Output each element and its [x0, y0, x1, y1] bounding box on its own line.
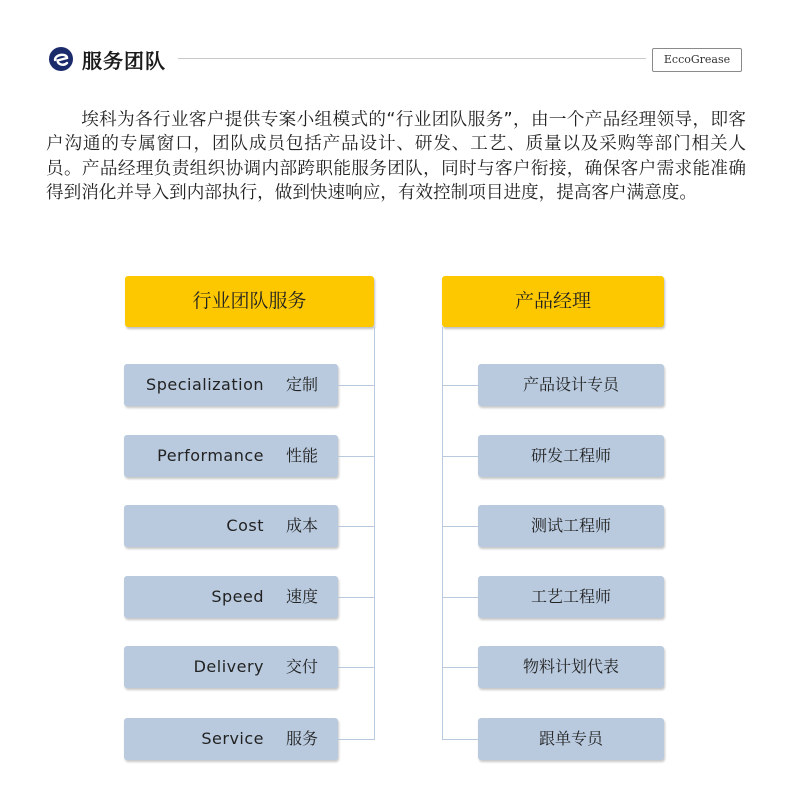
- right-connector: [442, 739, 478, 740]
- product-manager-header: 产品经理: [442, 276, 664, 327]
- service-item-zh: 定制: [285, 375, 318, 394]
- service-item-zh: 服务: [285, 729, 318, 748]
- left-connector: [338, 526, 374, 527]
- left-connector-vertical: [374, 327, 375, 740]
- service-item-zh: 成本: [285, 516, 318, 535]
- right-connector-vertical: [442, 327, 443, 740]
- right-connector: [442, 385, 478, 386]
- left-connector: [338, 385, 374, 386]
- team-member-item: 工艺工程师: [478, 576, 664, 618]
- industry-team-service-header: 行业团队服务: [125, 276, 374, 327]
- left-connector: [338, 739, 374, 740]
- service-item-speed: [124, 576, 338, 618]
- right-connector: [442, 526, 478, 527]
- left-connector: [338, 667, 374, 668]
- team-member-item: 研发工程师: [478, 435, 664, 477]
- right-connector: [442, 456, 478, 457]
- service-item-en: Service: [201, 729, 264, 748]
- service-item-cost: [124, 505, 338, 547]
- brand-badge: EccoGrease: [652, 48, 742, 72]
- right-connector: [442, 597, 478, 598]
- team-member-item: 跟单专员: [478, 718, 664, 760]
- service-item-delivery: [124, 646, 338, 688]
- service-item-specialization: [124, 364, 338, 406]
- service-item-performance: [124, 435, 338, 477]
- service-item-en: Speed: [211, 587, 264, 606]
- team-member-item: 物料计划代表: [478, 646, 664, 688]
- intro-paragraph: 埃科为各行业客户提供专案小组模式的“行业团队服务”，由一个产品经理领导，即客户沟通的专属窗口，团队成员包括产品设计、研发、工艺、质量以及采购等部门相关人员。产品经理负责组织协调内部跨职能服务团队，同时与客户衔接，确保客户需求能准确得到消化并导入到内部执行，做到快速响应，有效控制项目进度，提高客户满意度。: [46, 110, 746, 204]
- service-item-en: Specialization: [146, 375, 264, 394]
- left-connector: [338, 456, 374, 457]
- page-title: 服务团队: [82, 49, 166, 73]
- service-item-zh: 性能: [285, 446, 318, 465]
- service-item-zh: 交付: [285, 657, 318, 676]
- service-item-en: Performance: [157, 446, 264, 465]
- service-item-service: [124, 718, 338, 760]
- service-item-en: Delivery: [193, 657, 264, 676]
- service-item-en: Cost: [226, 516, 264, 535]
- left-connector: [338, 597, 374, 598]
- team-member-item: 测试工程师: [478, 505, 664, 547]
- right-connector: [442, 667, 478, 668]
- team-member-item: 产品设计专员: [478, 364, 664, 406]
- service-item-zh: 速度: [285, 587, 318, 606]
